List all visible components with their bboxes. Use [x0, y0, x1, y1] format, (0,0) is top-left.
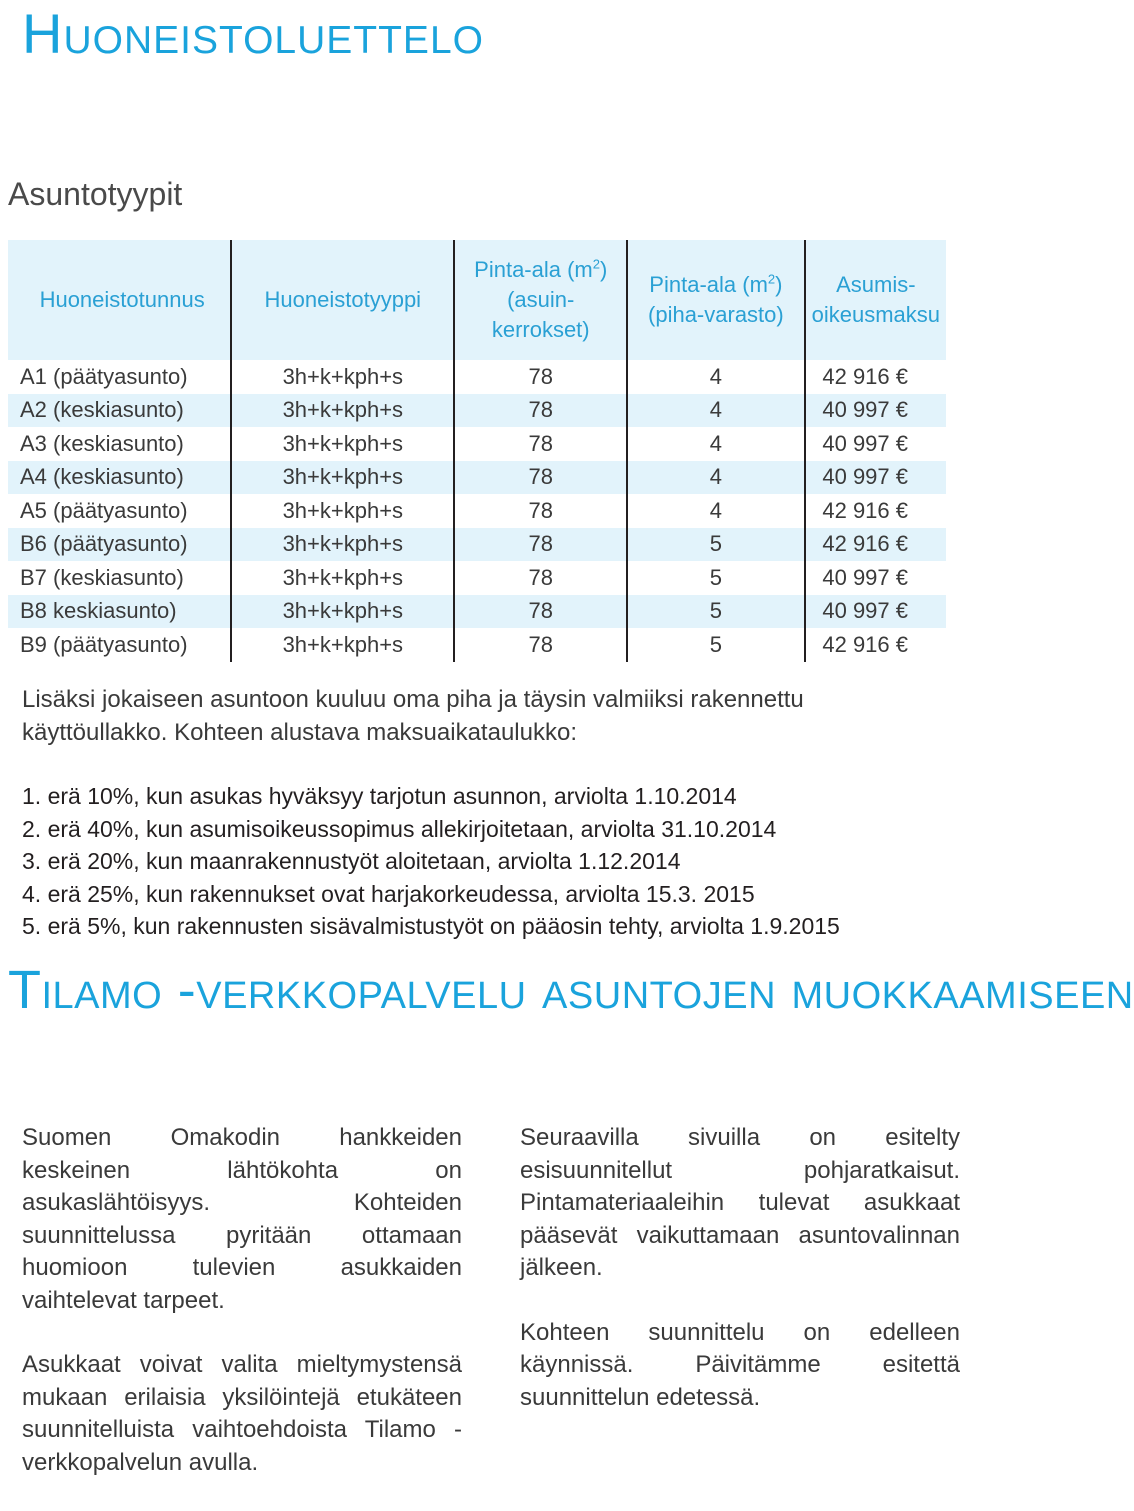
list-item: 2. erä 40%, kun asumisoikeussopimus allekirjoitetaan, arviolta 31.10.2014	[22, 815, 777, 842]
cell-unit-id: B9 (päätyasunto)	[20, 631, 188, 657]
cell-storage-area: 5	[627, 595, 804, 629]
paragraph: Seuraavilla sivuilla on esitelty esisuunnitellut pohjaratkaisut. Pintamateriaaleihin tulevat asukkaat pääsevät vaikuttamaan asuntovalinnan jälkeen.	[520, 1124, 960, 1281]
table-row	[8, 528, 946, 562]
cell-fee: 40 997 €	[805, 394, 946, 428]
paragraph: Asukkaat voivat valita mieltymystensä mukaan erilaisia yksilöintejä etukäteen suunnitelluista vaihtoehdoista Tilamo -verkkopalvelun avulla.	[22, 1351, 462, 1476]
cell-unit-id: A4 (keskiasunto)	[8, 461, 231, 495]
cell-living-area: 78	[454, 494, 627, 528]
cell-unit-type: 3h+k+kph+s	[231, 528, 454, 562]
cell-unit-type: 3h+k+kph+s	[231, 561, 454, 595]
cell-fee: 42 916 €	[805, 494, 946, 528]
cell-storage-area: 5	[627, 628, 804, 662]
header-storage-area-a: Pinta-ala (m	[649, 272, 768, 297]
header-unit-type: Huoneistotyyppi	[231, 240, 454, 360]
cell-living-area: 78	[454, 628, 627, 662]
cell-unit-type: 3h+k+kph+s	[231, 394, 454, 428]
cell-storage-area: 4	[627, 427, 804, 461]
cell-fee: 40 997 €	[805, 595, 946, 629]
cell-fee: 40 997 €	[805, 427, 946, 461]
cell-fee: 40 997 €	[805, 461, 946, 495]
list-item: 4. erä 25%, kun rakennukset ovat harjakorkeudessa, arviolta 15.3. 2015	[22, 880, 755, 907]
cell-living-area: 78	[454, 427, 627, 461]
table-header-row	[8, 240, 946, 360]
list-item: 1. erä 10%, kun asukas hyväksyy tarjotun asunnon, arviolta 1.10.2014	[22, 783, 737, 809]
cell-storage-area: 4	[627, 494, 804, 528]
header-right-of-occupancy-fee: Asumis-oikeusmaksu	[805, 240, 946, 360]
cell-unit-type: 3h+k+kph+s	[231, 360, 454, 394]
header-storage-area-sup: 2	[767, 271, 776, 287]
table-row	[8, 494, 946, 528]
text-column-left	[22, 1122, 462, 1511]
cell-unit-type: 3h+k+kph+s	[231, 628, 454, 662]
section-title-tilamo: Tilamo -verkkopalvelu asuntojen muokkaamiseen	[8, 960, 1134, 1020]
cell-unit-id: B7 (keskiasunto)	[20, 564, 184, 590]
table-row	[8, 561, 946, 595]
table-row	[8, 595, 946, 629]
section-subtitle: Asuntotyypit	[8, 176, 183, 212]
payment-schedule-list	[22, 780, 948, 943]
table-row	[8, 461, 946, 495]
cell-storage-area: 4	[627, 394, 804, 428]
cell-unit-id: B6 (päätyasunto)	[8, 528, 231, 562]
header-unit-id: Huoneistotunnus	[8, 240, 231, 360]
cell-storage-area: 4	[627, 461, 804, 495]
header-living-area-a: Pinta-ala (m	[474, 257, 593, 282]
cell-living-area: 78	[454, 528, 627, 562]
paragraph: Suomen Omakodin hankkeiden keskeinen lähtökohta on asukaslähtöisyys. Kohteiden suunnittelussa pyritään ottamaan huomioon tulevien asukkaiden vaihtelevat tarpeet.	[22, 1124, 462, 1314]
additional-info-text: Lisäksi jokaiseen asuntoon kuuluu oma piha ja täysin valmiiksi rakennettu käyttöullakko. Kohteen alustava maksuaikataulukko:	[22, 686, 804, 746]
cell-unit-type: 3h+k+kph+s	[231, 494, 454, 528]
paragraph: Kohteen suunnittelu on edelleen käynnissä. Päivitämme esitettä suunnittelun edetessä.	[520, 1318, 960, 1411]
table-row	[8, 628, 946, 662]
cell-living-area: 78	[454, 360, 627, 394]
header-living-area-b: ) (asuin-kerrokset)	[491, 257, 608, 342]
cell-fee: 42 916 €	[805, 628, 946, 662]
table-row	[8, 427, 946, 461]
cell-living-area: 78	[454, 394, 627, 428]
cell-storage-area: 5	[627, 528, 804, 562]
table-row	[8, 394, 946, 428]
cell-fee: 42 916 €	[805, 528, 946, 562]
cell-unit-id: A1 (päätyasunto)	[20, 363, 188, 389]
header-living-area	[454, 240, 627, 360]
cell-storage-area: 5	[627, 561, 804, 595]
header-storage-area-b: ) (piha-varasto)	[648, 272, 784, 327]
cell-unit-id: A3 (keskiasunto)	[20, 430, 184, 456]
text-column-right	[520, 1122, 960, 1446]
cell-living-area: 78	[454, 461, 627, 495]
cell-fee: 42 916 €	[805, 360, 946, 394]
cell-unit-id: A2 (keskiasunto)	[8, 394, 231, 428]
page-title: Huoneistoluettelo	[22, 2, 484, 65]
cell-storage-area: 4	[627, 360, 804, 394]
cell-unit-id: A5 (päätyasunto)	[20, 497, 188, 523]
cell-fee: 40 997 €	[805, 561, 946, 595]
list-item: 5. erä 5%, kun rakennusten sisävalmistustyöt on pääosin tehty, arviolta 1.9.2015	[22, 913, 840, 939]
cell-unit-type: 3h+k+kph+s	[231, 461, 454, 495]
cell-living-area: 78	[454, 595, 627, 629]
cell-unit-id: B8 keskiasunto)	[8, 595, 231, 629]
cell-unit-type: 3h+k+kph+s	[231, 595, 454, 629]
header-living-area-sup: 2	[592, 256, 600, 272]
table-row	[8, 360, 946, 394]
header-storage-area	[627, 240, 804, 360]
apartment-table	[8, 240, 946, 662]
list-item: 3. erä 20%, kun maanrakennustyöt aloitetaan, arviolta 1.12.2014	[22, 848, 681, 874]
cell-unit-type: 3h+k+kph+s	[231, 427, 454, 461]
cell-living-area: 78	[454, 561, 627, 595]
